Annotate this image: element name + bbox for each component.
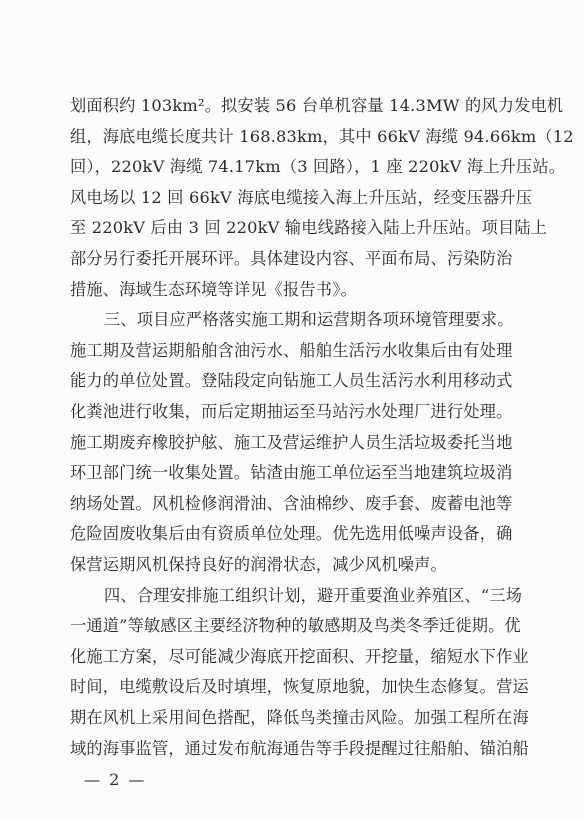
text-line: 施工期及营运期船舶含油污水、船舶生活污水收集后由有处理 [70, 340, 513, 360]
text-line: 期在风机上采用间色搭配，降低鸟类撞击风险。加强工程所在海 [70, 708, 529, 727]
page-number: — 2 — [84, 770, 147, 789]
text-line: 风电场以 12 回 66kV 海底电缆接入海上升压站，经变压器升压 [70, 187, 533, 207]
text-line: 能力的单位处置。登陆段定向钻施工人员生活污水利用移动式 [70, 371, 513, 391]
text-line: 保营运期风机保持良好的润滑状态，减少风机噪声。 [70, 555, 447, 574]
text-line: 回），220kV 海缆 74.17km（3 回路），1 座 220kV 海上升压站。 [70, 157, 566, 177]
text-line: 部分另行委托开展环评。具体建设内容、平面布局、污染防治 [70, 249, 513, 268]
text-line: 域的海事监管，通过发布航海通告等手段提醒过往船舶、锚泊船 [70, 738, 529, 758]
text-line: 化粪池进行收集，而后定期抽运至马站污水处理厂进行处理。 [70, 402, 513, 421]
text-line: 纳场处置。风机检修润滑油、含油棉纱、废手套、废蓄电池等 [70, 493, 513, 513]
text-line: 危险固废收集后由有资质单位处理。优先选用低噪声设备，确 [70, 524, 513, 544]
text-line: 施工期废弃橡胶护舷、施工及营运维护人员生活垃圾委托当地 [70, 432, 513, 452]
section-three-heading: 三、项目应严格落实施工期和运营期各项环境管理要求。 [104, 310, 514, 330]
text-line: 至 220kV 后由 3 回 220kV 输电线路接入陆上升压站。项目陆上 [70, 218, 548, 238]
text-line: 措施、海域生态环境等详见《报告书》。 [70, 279, 357, 299]
text-line: 组，海底电缆长度共计 168.83km，其中 66kV 海缆 94.66km（12 [70, 126, 574, 146]
text-line: 环卫部门统一收集处置。钻渣由施工单位运至当地建筑垃圾消 [70, 463, 513, 483]
text-line: 一通道”等敏感区主要经济物种的敏感期及鸟类冬季迁徙期。优 [70, 616, 521, 636]
section-four-heading: 四、合理安排施工组织计划，避开重要渔业养殖区、“三场 [104, 585, 523, 605]
text-line: 划面积约 103km²。拟安装 56 台单机容量 14.3MW 的风力发电机 [70, 96, 564, 115]
text-line: 时间，电缆敷设后及时填埋，恢复原地貌，加快生态修复。营运 [70, 677, 529, 697]
text-line: 化施工方案，尽可能减少海底开挖面积、开挖量，缩短水下作业 [70, 646, 529, 666]
